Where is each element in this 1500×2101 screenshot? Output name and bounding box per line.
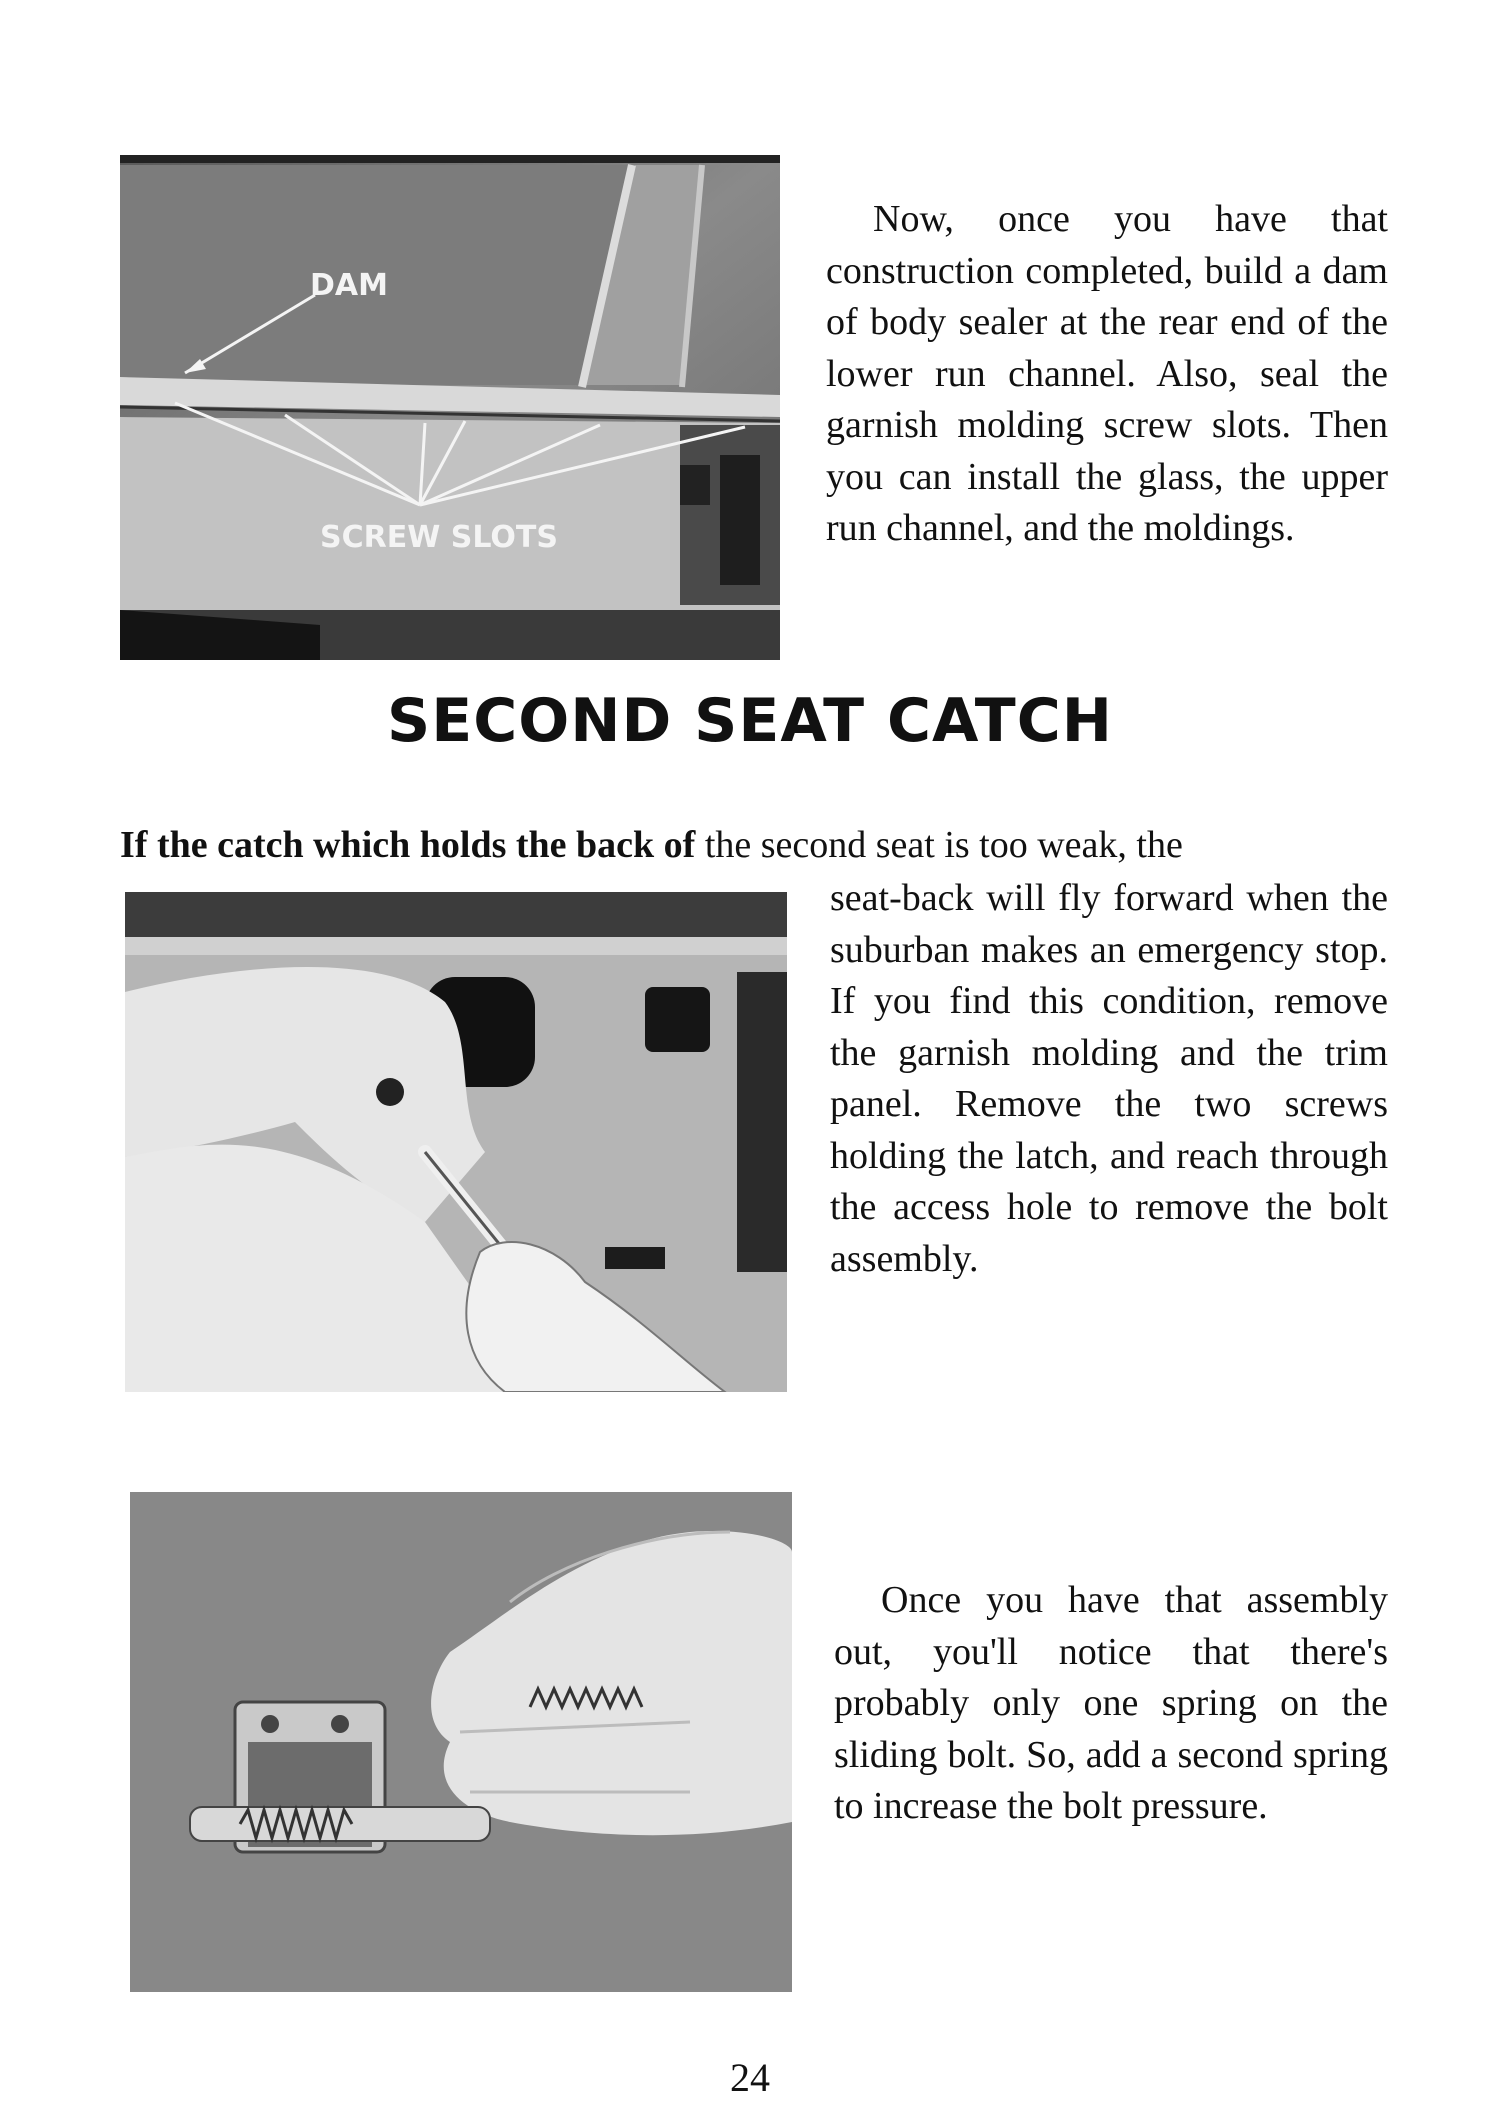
dam-callout: DAM	[310, 268, 388, 303]
section-heading: SECOND SEAT CATCH	[387, 686, 1113, 756]
paragraph-dam-instructions: Now, once you have that construction completed, build a dam of body sealer at the rear end of the lower run channel. Also, seal the garnish molding screw slots. Then you can install the glass, the upper run channel, and the moldings.	[826, 198, 1388, 549]
access-hole-photo	[125, 892, 787, 1392]
lead-bold-text: If the catch which holds the back of	[120, 824, 696, 866]
lead-regular-text: the second seat is too weak, the	[695, 824, 1183, 866]
paragraph-seat-catch-lead	[120, 820, 1388, 871]
page-number: 24	[730, 2055, 770, 2100]
bolt-assembly-photo	[130, 1492, 792, 1992]
screw-slots-callout: SCREW SLOTS	[320, 520, 558, 555]
door-window-photo	[120, 155, 780, 660]
paragraph-seat-catch-body: seat-back will fly forward when the suburban makes an emergency stop. If you find this condition, remove the garnish molding and the trim panel. Remove the two screws holding the latch, and reach through the access hole to remove the bolt assembly.	[830, 877, 1388, 1280]
paragraph-spring-instructions: Once you have that assembly out, you'll notice that there's probably only one spring on the sliding bolt. So, add a second spring to increase the bolt pressure.	[834, 1579, 1388, 1827]
